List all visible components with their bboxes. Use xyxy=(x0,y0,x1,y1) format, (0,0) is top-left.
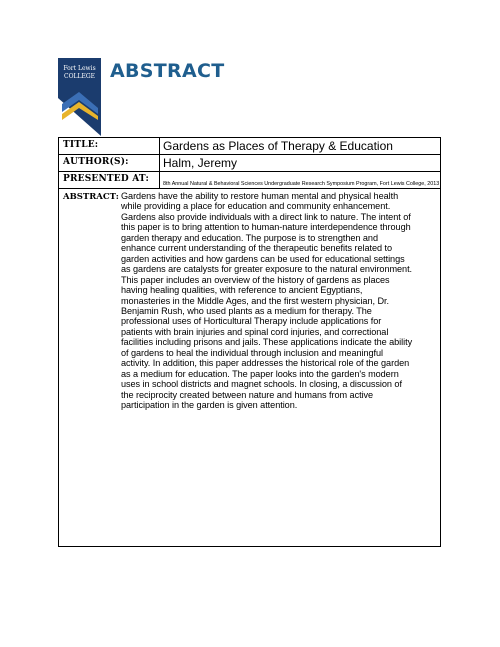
authors-row xyxy=(59,155,440,172)
abstract-line: while providing a place for education and community enhancement. xyxy=(121,201,391,212)
abstract-line: as gardens are catalysts for greater exposure to the natural environment. xyxy=(121,264,413,275)
abstract-line: uses in school districts and magnet schools. In closing, a discussion of xyxy=(121,379,402,390)
authors-label: AUTHOR(S): xyxy=(63,157,129,167)
presented-value: 8th Annual Natural & Behavioral Sciences Undergraduate Research Symposium Program, Fort Lewis College, 2013 xyxy=(163,181,440,187)
abstract-line: garden therapy and education. The purpose is to strengthen and xyxy=(121,232,378,243)
abstract-line: Benjamin Rush, who used plants as a medium for therapy. The xyxy=(121,305,372,316)
title-label: TITLE: xyxy=(63,140,99,150)
abstract-line: having healing qualities, with reference to ancient Egyptians, xyxy=(121,285,363,296)
abstract-form xyxy=(58,137,441,547)
abstract-body xyxy=(121,191,441,411)
abstract-line: this paper is to bring attention to human-nature interdependence through xyxy=(121,222,411,233)
abstract-line: facilities including prisons and jails. These applications indicate the ability xyxy=(121,337,413,348)
svg-text:Fort Lewis: Fort Lewis xyxy=(63,65,96,72)
abstract-line: Gardens have the ability to restore human mental and physical health xyxy=(121,191,399,201)
abstract-line: participation in the garden is given attention. xyxy=(121,400,298,411)
abstract-line: the reciprocity created between nature and humans from active xyxy=(121,389,374,400)
svg-text:COLLEGE: COLLEGE xyxy=(63,73,96,80)
abstract-line: professional uses of Horticultural Therapy include applications for xyxy=(121,316,382,327)
abstract-line: garden activities and how gardens can be used for educational settings xyxy=(121,253,405,264)
abstract-line: of gardens to heal the individual through inclusion and meaningful xyxy=(121,347,384,358)
abstract-line: as a medium for education. The paper looks into the garden's modern xyxy=(121,368,399,379)
abstract-line: patients with brain injuries and spinal cord injuries, and correctional xyxy=(121,326,389,337)
page-heading: ABSTRACT xyxy=(110,60,225,82)
abstract-line: This paper includes an overview of the history of gardens as places xyxy=(121,274,390,285)
abstract-line: enhance current understanding of the therapeutic benefits related to xyxy=(121,243,393,254)
abstract-line: Gardens also provide individuals with a direct link to nature. The intent of xyxy=(121,211,411,222)
presented-row xyxy=(59,172,440,189)
title-row xyxy=(59,138,440,155)
title-value: Gardens as Places of Therapy & Education xyxy=(163,139,393,153)
authors-value: Halm, Jeremy xyxy=(163,156,238,170)
fort-lewis-college-logo xyxy=(58,58,101,136)
abstract-label: ABSTRACT: xyxy=(63,192,119,202)
abstract-line: activity. In addition, this paper addresses the historical role of the garden xyxy=(121,358,410,369)
presented-label: PRESENTED AT: xyxy=(63,174,149,184)
abstract-line: monasteries in the Middle Ages, and the first western physician, Dr. xyxy=(121,295,389,306)
